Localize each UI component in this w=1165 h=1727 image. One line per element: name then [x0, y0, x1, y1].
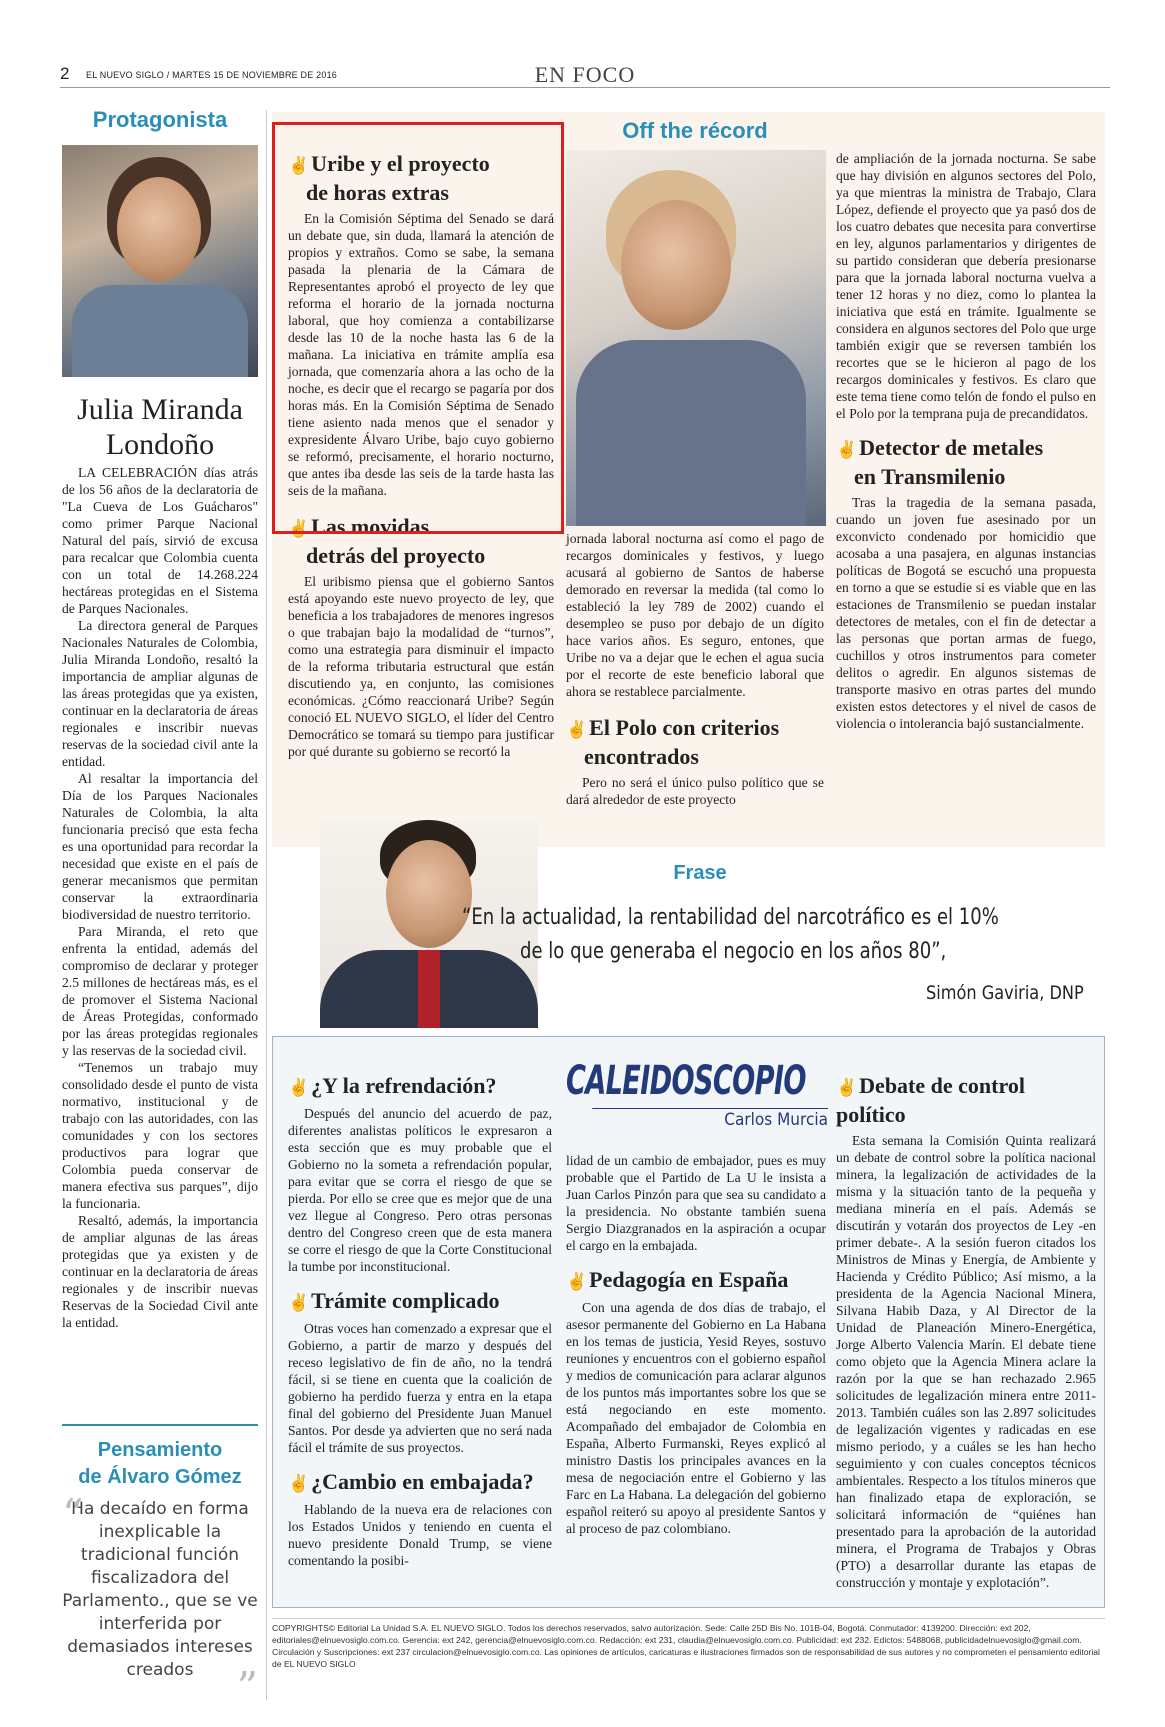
hand-pointer-icon: ✌: [288, 156, 310, 175]
frase-quote-line-1: “En la actualidad, la rentabilidad del narcotráfico es el 10%: [462, 905, 999, 930]
headline-refrendacion: ✌¿Y la refrendación?: [288, 1073, 497, 1098]
section-title: EN FOCO: [534, 62, 636, 87]
frase-author: Simón Gaviria, DNP: [926, 982, 1084, 1004]
headline-uribe: ✌Uribe y el proyecto: [288, 151, 490, 176]
off-col-3: de ampliación de la jornada nocturna. Se sabe que hay división en algunos sectores del Polo, ya que mientras la ministra de Trabajo, Clara López, defiende el proyecto que ya pasó dos de los cuatro debates que necesita para convertirse en ley, algunos parlamentarios y dirigentes de su partido consideran que debería presionarse para que la jornada laboral nocturna vuelva a tener 12 horas y no diez, como lo plantea la iniciativa que está en trámite. Igualmente se considera en algunos sectores del Polo que urge también exigir que se reversen también los recortes que se le hicieron al pago de los recargos dominicales y festivos. Es claro que este tema tiene como telón de fondo el pulso en el Polo por la temprana puja de precandidatos. ✌Detector de metales en Transmilenio Tras la tragedia de la semana pasada, cuando un joven fue asesinado por un exconvicto condenado por homicidio que acosaba a una pasajera, en algunas instancias políticas de Bogotá se escuchó una propuesta en torno a que se estudie si es viable que en las estaciones de Transmilenio se puedan instalar detectores de metales, con el fin de detectar a las personas que portan armas de fuego, cuchillos y otros instrumentos para cometer delitos o agredir. En algunos sistemas de transporte masivo en otras partes del mundo existen estos detectores y el nivel de casos de violencia o intolerancia bajó sustancialmente.: [836, 151, 1096, 731]
cal-col-3: ✌Debate de control político Esta semana la Comisión Quinta realizará un debate de control sobre la política nacional minera, la legalización de actividades de la misma y la situación tanto de la pequeña y mediana minería en el país. Además se discutirán y votarán dos proyectos de Ley -en primer debate-. A la sesión fueron citados los Ministros de Minas y Energía, de Ambiente y Hacienda y Crédito Público; Así mismo, a la presidenta de la Agencia Nacional Minera, Silvana Habib Daza, y Al Director de la Unidad de Planeación Minero-Energética, Jorge Alberto Valencia Marín. El debate tiene como objeto que la Agencia Minera aclare la razón por la que se han rechazado 2.965 solicitudes de legalización minera entre 2011- 2013. También cuáles son las 2.897 solicitudes de legalización vigentes y radicadas en ese mismo periodo, y a cuáles se les han hecho seguimiento y con cuales conceptos técnicos ambientales. Respecto a los títulos mineros que han finalizado etapa de exploración, se solicitará información de “quiénes han presentado para la aprobación de la autoridad minera, el Programa de Trabajos y Obras (PTO) a desarrollar durante las etapas de construcción y montaje y explotación”.: [836, 1073, 1096, 1590]
hand-pointer-icon: ✌: [566, 1272, 588, 1291]
column-rule: [266, 110, 267, 1700]
headline-pedagogia: ✌Pedagogía en España: [566, 1267, 789, 1292]
cal-col-1: ✌¿Y la refrendación? Después del anuncio del acuerdo de paz, diferentes analistas políticos le expresaron a esta sección que es muy probable que el Gobierno no la someta a refrendación popular, para evitar que se corra el riesgo de que se pierda. Por ello se cree que es mejor que de una vez llegue al Congreso. Pero otras personas dentro del Congreso creen que de esta manera se corre el riesgo de que la Corte Constitucional la tumbe por inconstitucional. ✌Trámite complicado Otras voces han comenzado a expresar que el Gobierno, a partir de marzo y después del receso legislativo de fin de año, no la tendrá fácil, si se tiene en cuenta que la coalición de gobierno ha perdido fuerza y entra en la etapa final del gobierno del Presidente Juan Manuel Santos. Por desde ya advierten que no será nada fácil el trámite de sus proyectos. ✌¿Cambio en embajada? Hablando de la nueva era de relaciones con los Estados Unidos y teniendo en cuenta el nuevo presidente Donald Trump, se viene comentando la posibi-: [288, 1073, 552, 1568]
off-col-1: ✌Uribe y el proyecto de horas extras En la Comisión Séptima del Senado se dará un debate que, sin duda, llamará la atención de propios y extraños. Como se sabe, la semana pasada la plenaria de la Cámara de Representantes aprobó el proyecto de ley que reforma el horario de la jornada nocturna laboral, que hoy comienza a contabilizarse desde las 10 de la noche hasta las 6 de la mañana. La iniciativa en trámite amplía esa jornada, que comenzaría ahora a las ocho de la noche, es decir que el recargo se pagaría por dos horas más. En la Comisión Séptima de Senado tiene asiento nada menos que el senador y expresidente Álvaro Uribe, bajo cuyo gobierno se reformó, precisamente, el horario nocturno, que antes iba desde las seis de la tarde hasta las seis de la mañana. ✌Las movidas detrás del proyecto El uribismo piensa que el gobierno Santos está apoyando este nuevo proyecto de ley, que beneficia a los trabajadores de menores ingresos o que trabajan bajo la modalidad de “turnos”, como una estrategia para disminuir el impacto de la reforma tributaria estructural que están discutiendo ya, en conjunto, las comisiones económicas. ¿Cómo reaccionará Uribe? Según conoció EL NUEVO SIGLO, el líder del Centro Democrático se tomará su tiempo para justificar por qué durante su gobierno se recortó la: [288, 151, 554, 759]
hand-pointer-icon: ✌: [288, 519, 310, 538]
page-number: 2: [60, 64, 70, 83]
headline-embajada: ✌¿Cambio en embajada?: [288, 1469, 534, 1494]
hand-pointer-icon: ✌: [288, 1474, 310, 1493]
open-quote-icon: “: [62, 1490, 84, 1539]
headline-detector: ✌Detector de metales: [836, 435, 1044, 460]
headline-movidas: ✌Las movidas: [288, 514, 430, 539]
pensamiento-quote: “ Ha decaído en forma inexplicable la tradicional función fiscalizadora del Parlamento., que se ve interferida por demasiados intereses creados ”: [62, 1490, 258, 1712]
headline-polo: ✌El Polo con criterios: [566, 715, 780, 740]
paper-dateline: EL NUEVO SIGLO / MARTES 15 DE NOVIEMBRE DE 2016: [86, 70, 337, 80]
off-col-2: jornada laboral nocturna así como el pago de recargos dominicales y festivos, y luego acusará al gobierno de Santos de haberse demorado en reversar la medida (tal como lo estableció la ley 789 de 2002) cuando el desempleo se puso por debajo de un dígito hace varios años. Es seguro, entones, que Uribe no va a dejar que le echen el agua sucia por el recorte de este beneficio laboral que ahora se restablece parcialmente. ✌El Polo con criterios encontrados Pero no será el único pulso político que se dará alrededor de este proyecto: [566, 531, 824, 807]
article-detector: Tras la tragedia de la semana pasada, cuando un joven fue asesinado por un exconvicto condenado por homicidio que acosaba a una pasajera, en algunas instancias políticas de Bogotá se escuchó una propuesta en torno a que se estudie si es viable que en las estaciones de Transmilenio se puedan instalar detectores de metales, con el fin de detectar a las personas que portan armas de fuego, cuchillos y otros instrumentos para cometer delitos o agredir. En algunos sistemas de transporte masivo en otras partes del mundo existen estos detectores y el nivel de casos de violencia o intolerancia bajó sustancialmente.: [836, 495, 1096, 731]
hand-pointer-icon: ✌: [836, 440, 858, 459]
hand-pointer-icon: ✌: [566, 720, 588, 739]
article-movidas: El uribismo piensa que el gobierno Santos está apoyando este nuevo proyecto de ley, que beneficia a los trabajadores de menores ingresos o que trabajan bajo la modalidad de “turnos”, como una estrategia para disminuir el impacto de la reforma tributaria estructural que están discutiendo ya, en conjunto, las comisiones económicas. ¿Cómo reaccionará Uribe? Según conoció EL NUEVO SIGLO, el líder del Centro Democrático se tomará su tiempo para justificar por qué durante su gobierno se recortó la: [288, 574, 554, 759]
protagonista-article: LA CELEBRACIÓN días atrás de los 56 años de la declaratoria de "La Cueva de Los Guácharos" como primer Parque Nacional Natural del país, sirvió de excusa para recalcar que Colombia cuenta con un total de 14.268.224 hectáreas protegidas en el Sistema de Parques Nacionales. La directora general de Parques Nacionales Naturales de Colombia, Julia Miranda Londoño, resaltó la importancia de ampliar algunas de las áreas protegidas que ya existen, continuar en la declaratoria de áreas regionales e inscribir nuevas reservas de la sociedad civil ante la entidad. Al resaltar la importancia del Día de los Parques Nacionales Naturales de Colombia, la alta funcionaria precisó que esta fecha es una oportunidad para recordar la necesidad que existe en el país de generar mecanismos que permitan conservar la extraordinaria biodiversidad de nuestro territorio. Para Miranda, el reto que enfrenta la entidad, además del compromiso de declarar y proteger 2.5 millones de hectáreas más, es el de promover el Sistema Nacional de Áreas Protegidas, conformado por las áreas protegidas regionales y las reservas de la sociedad civil. “Tenemos un trabajo muy consolidado desde el punto de vista normativo, institucional y de trabajo con las autoridades, con las comunidades y con los sectores productivos para lograr que Colombia pueda conservar de manera efectiva sus parques”, dijo la funcionaria. Resaltó, además, la importancia de ampliar algunas de las áreas protegidas que ya existen y de continuar en la declaratoria de áreas regionales y de inscribir nuevas Reservas de la Sociedad Civil ante la entidad.: [62, 465, 258, 1330]
julia-miranda-photo: [62, 145, 258, 377]
hand-pointer-icon: ✌: [288, 1293, 310, 1312]
clara-lopez-photo: [566, 150, 826, 526]
headline-tramite: ✌Trámite complicado: [288, 1288, 500, 1313]
cal-col-2: lidad de un cambio de embajador, pues es muy probable que el Partido de La U le insista a Juan Carlos Pinzón para que sea su candidato a la presidencia. No obstante también suena Sergio Diazgranados en la aspiración a ocupar el cargo en la embajada. ✌Pedagogía en España Con una agenda de dos días de trabajo, el asesor permanente del Gobierno en La Habana en los temas de justicia, Yesid Reyes, sostuvo reuniones y encuentros con el gobierno español y medios de comunicación para aclarar algunos de los puntos más importantes sobre los que se está negociando en este momento. Acompañado del embajador de Colombia en España, Alberto Furmanski, Reyes explicó al ministro Dastis los principales avances en la mesa de negociación entre el Gobierno y las Farc en La Habana. La delegación del gobierno español reiteró su apoyo al presidente Santos y al proceso de paz colombiano.: [566, 1153, 826, 1536]
caleidoscopio-logo: CALEIDOSCOPIO Carlos Murcia: [566, 1058, 828, 1130]
frase-quote-line-2: de lo que generaba el negocio en los años 80”,: [520, 939, 947, 964]
protagonista-title: Protagonista: [92, 107, 228, 132]
close-quote-icon: ”: [236, 1663, 258, 1712]
pensamiento-title: Pensamiento de Álvaro Gómez: [78, 1439, 242, 1488]
divider: [62, 1424, 258, 1426]
copyright-footer: COPYRIGHTS© Editorial La Unidad S.A. EL NUEVO SIGLO. Todos los derechos reservados, salvo autorización. Sede: Calle 25D Bis No. 101B-04, Bogotá. Conmutador: 4139200. Dirección: ext 202, editoriales@elnuevosiglo.com.co. Gerencia: ext 242, gerencia@elnuevosiglo.com.co. Redacción: ext 231, claudia@elnuevosiglo.com.co. Publicidad: ext 232. Edictos: 5488068, publicidadelnuevosiglo@gmail.com. Circulación y Suscripciones: ext 237 circulacion@elnuevosiglo.com.co. Las opiniones de artículos, caricaturas e ilustraciones firmados son de responsabilidad de sus autores y no comprometen el pensamiento editorial de EL NUEVO SIGLO: [272, 1623, 1100, 1669]
headline-debate: ✌Debate de control político: [836, 1073, 1025, 1127]
page-header: [60, 62, 1110, 88]
footer-rule: [272, 1618, 1105, 1619]
highlight-box: [272, 122, 564, 534]
protagonista-name: Julia Miranda Londoño: [77, 393, 243, 461]
article-uribe: En la Comisión Séptima del Senado se dará un debate que, sin duda, llamará la atención de propios y extraños. Como se sabe, la semana pasada la plenaria de la Cámara de Representantes aprobó el proyecto de ley que reforma el horario de la jornada nocturna laboral, que hoy comienza a contabilizarse desde las 10 de la noche hasta las 6 de la mañana. La iniciativa en trámite amplía esa jornada, que comenzaría ahora a las ocho de la noche, es decir que el recargo se pagaría por dos horas más. En la Comisión Séptima de Senado tiene asiento nada menos que el senador y expresidente Álvaro Uribe, bajo cuyo gobierno se reformó, precisamente, el horario nocturno, que antes iba desde las seis de la tarde hasta las seis de la mañana.: [288, 211, 554, 498]
hand-pointer-icon: ✌: [288, 1078, 310, 1097]
off-the-record-title: Off the récord: [622, 118, 768, 143]
hand-pointer-icon: ✌: [836, 1078, 858, 1097]
frase-title: Frase: [673, 862, 727, 884]
